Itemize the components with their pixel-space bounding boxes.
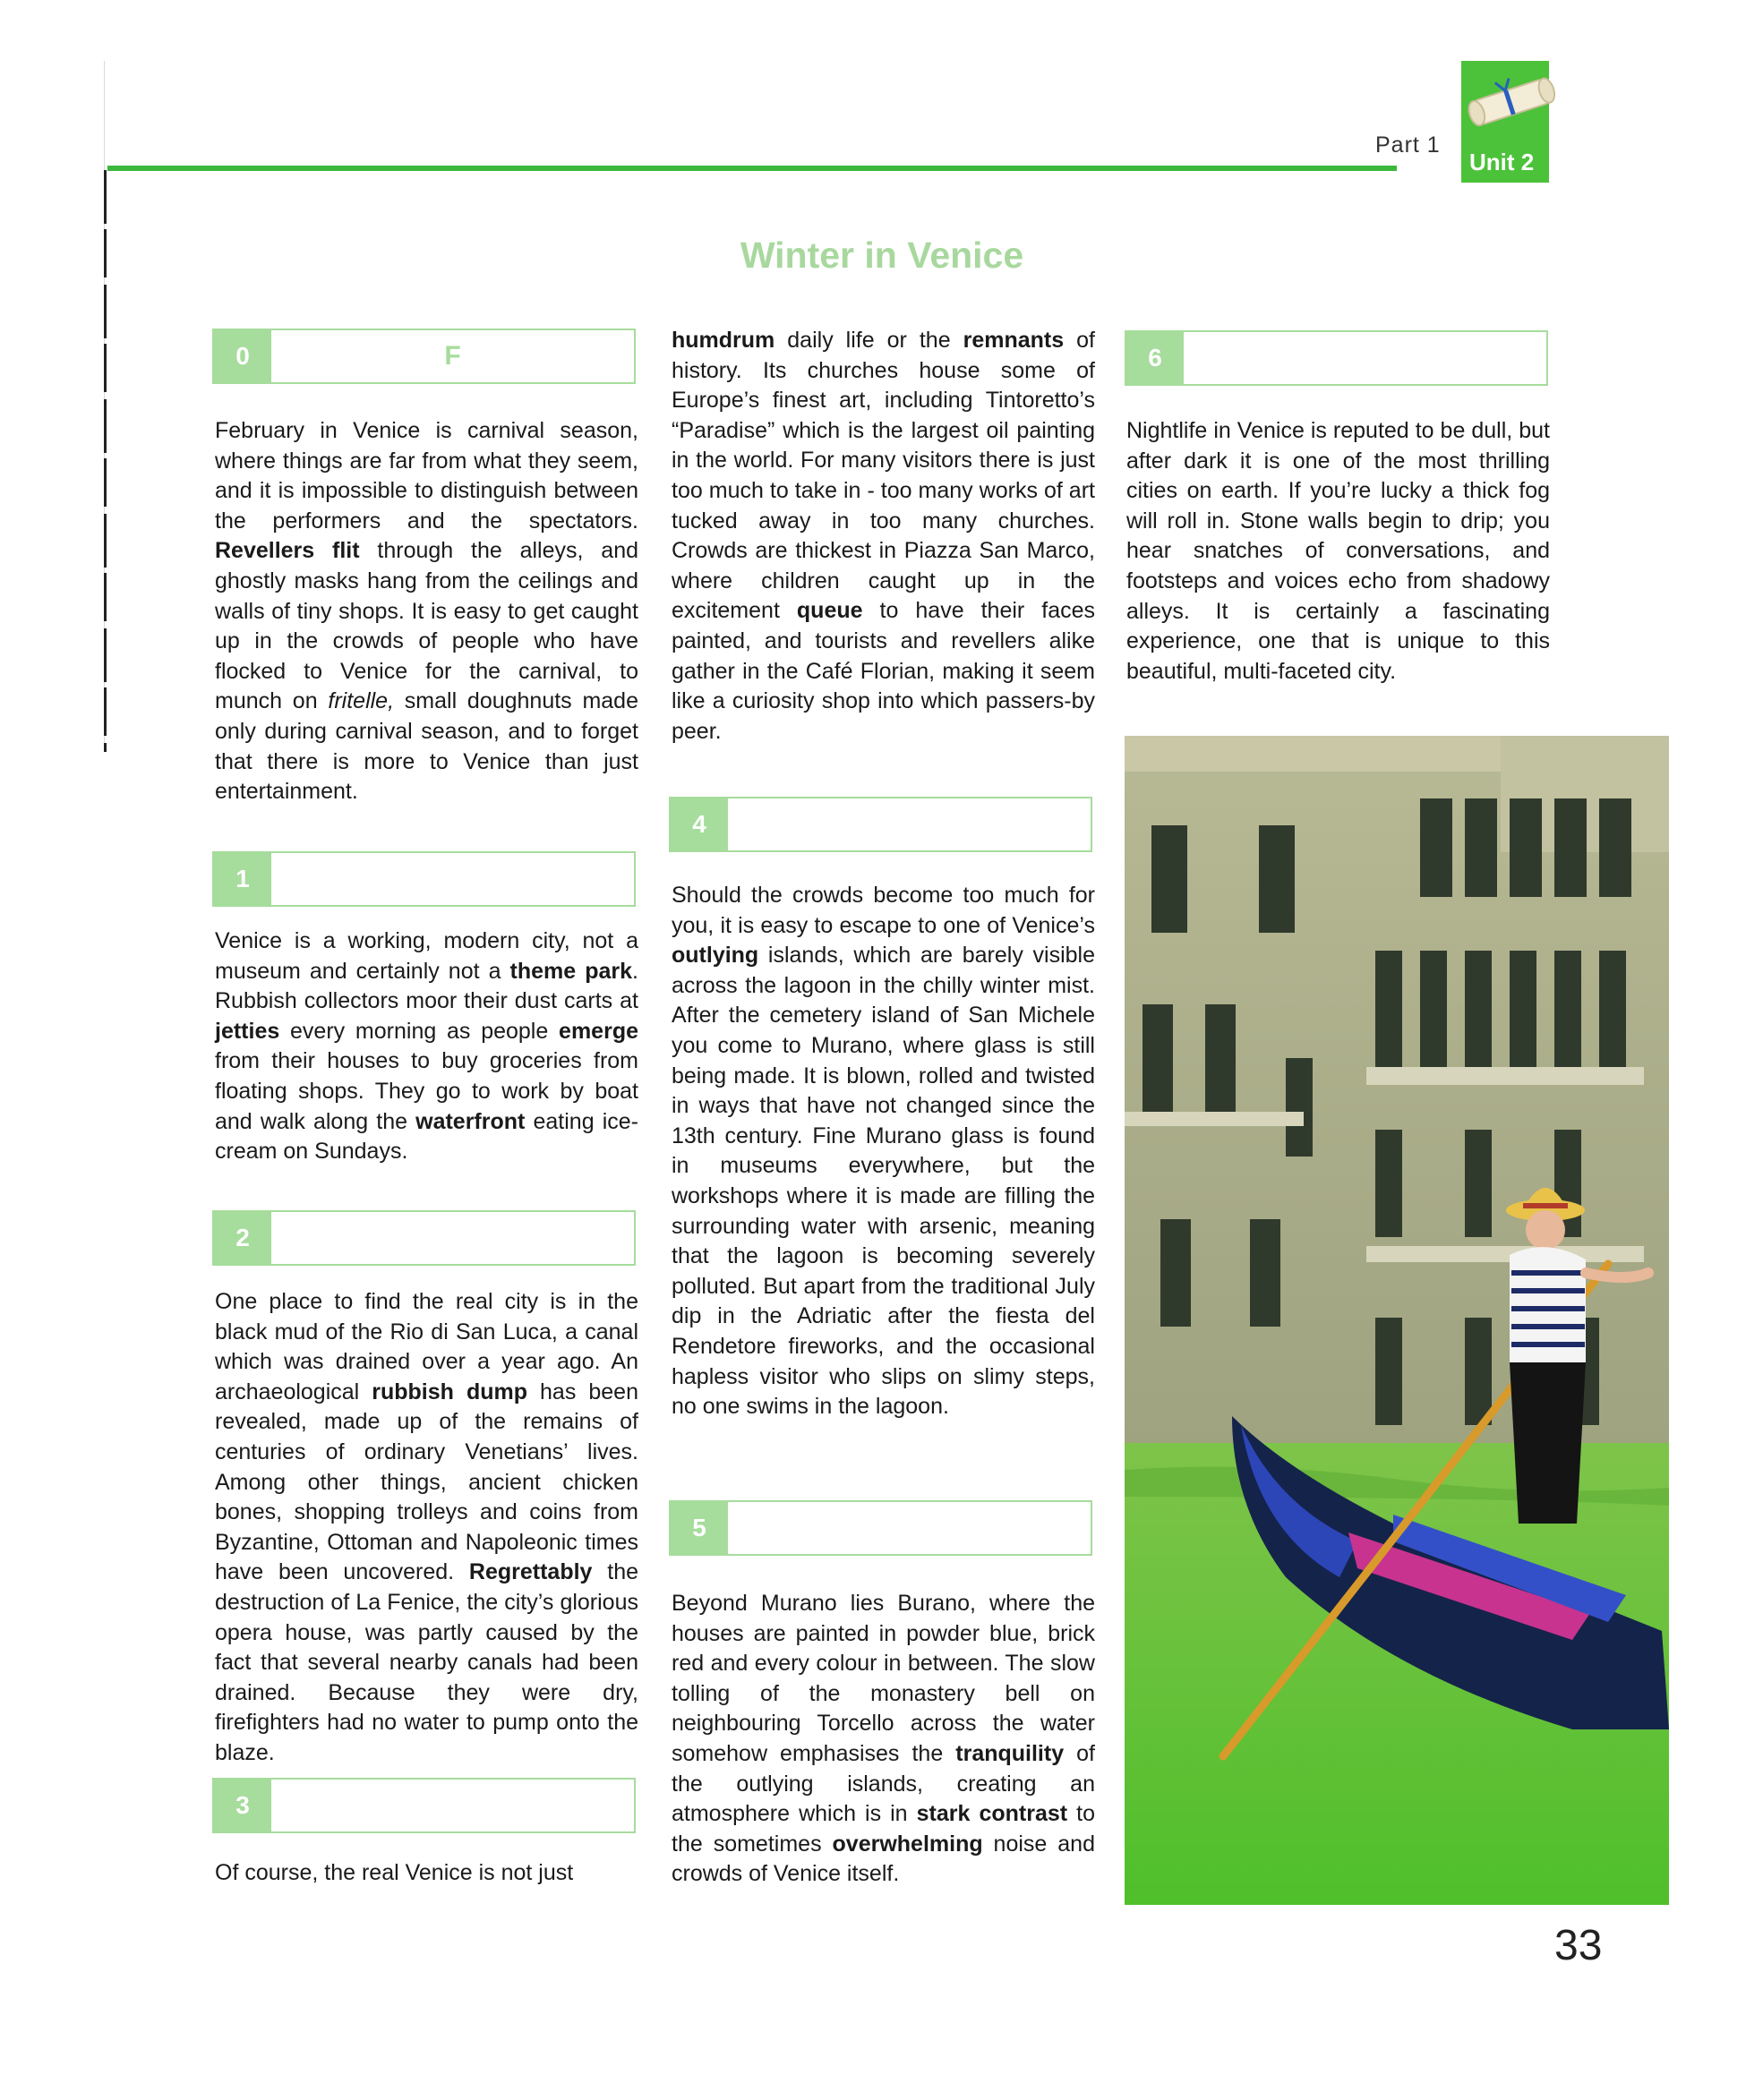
- paragraph-1: Venice is a working, modern city, not a museum and certainly not a theme park. Rubbish collectors moor their dust carts at jetties every morning as people emerge from their houses to buy groceries from floating shops. They go to work by boat and walk along the waterfront eating ice-cream on Sundays.: [215, 928, 638, 1165]
- heading-answer: [271, 1212, 634, 1264]
- page-number: 33: [1554, 1922, 1603, 1969]
- heading-box-3[interactable]: [212, 1778, 636, 1833]
- paragraph-3-start: Of course, the real Venice is not just: [215, 1860, 574, 1885]
- heading-number: 0: [214, 330, 271, 382]
- part-label: Part 1: [1375, 132, 1441, 158]
- heading-answer: [271, 853, 634, 905]
- heading-answer: F: [444, 341, 461, 371]
- heading-box-6[interactable]: [1125, 330, 1548, 386]
- margin-binding-mark: [104, 170, 107, 752]
- heading-number: 2: [214, 1212, 271, 1264]
- heading-box-1[interactable]: [212, 851, 636, 907]
- heading-box-4[interactable]: [669, 797, 1092, 852]
- heading-number: 5: [671, 1502, 728, 1554]
- heading-answer: [271, 1780, 634, 1831]
- heading-answer: [728, 1502, 1091, 1554]
- heading-box-2[interactable]: [212, 1210, 636, 1266]
- gondola-photo: [1125, 736, 1669, 1905]
- scroll-icon: [1458, 70, 1565, 138]
- paragraph-2: One place to find the real city is in the black mud of the Rio di San Luca, a canal which was drained over a year ago. An archaeological rubbish dump has been revealed, made up of the remains of centuries of ordinary Venetians’ lives. Among other things, ancient chicken bones, shopping trolleys and coins from Byzantine, Ottoman and Napoleonic times have been uncovered. Regrettably the destruction of La Fenice, the city’s glorious opera house, was partly caused by the fact that several nearby canals had been drained. Because they were dry, firefighters had no water to pump onto the blaze.: [215, 1289, 638, 1765]
- header-rule: [107, 166, 1397, 171]
- unit-label: Unit 2: [1469, 149, 1535, 175]
- paragraph-6: Nightlife in Venice is reputed to be dull, but after dark it is one of the most thrilling cities on earth. If you’re lucky a thick fog will roll in. Stone walls begin to drip; you hear snatches of conversations, and footsteps and voices echo from shadowy alleys. It is certainly a fascinating experience, one that is unique to this beautiful, multi-faceted city.: [1126, 418, 1550, 684]
- heading-number: 1: [214, 853, 271, 905]
- heading-box-0[interactable]: [212, 329, 636, 384]
- heading-number: 3: [214, 1780, 271, 1831]
- heading-answer: [728, 798, 1091, 850]
- paragraph-3-continued: humdrum daily life or the remnants of history. Its churches house some of Europe’s finest art, including Tintoretto’s “Paradise” which is the largest oil painting in the world. For many visitors there is just too much to take in - too many works of art tucked away in too many churches. Crowds are thickest in Piazza San Marco, where children caught up in the excitement queue to have their faces painted, and tourists and revellers alike gather in the Café Florian, making it seem like a curiosity shop into which passers-by peer.: [672, 328, 1095, 744]
- paragraph-5: Beyond Murano lies Burano, where the houses are painted in powder blue, brick red and every colour in between. The slow tolling of the monastery bell on neighbouring Torcello across the water somehow emphasises the tranquility of the outlying islands, creating an atmosphere which is in stark contrast to the sometimes overwhelming noise and crowds of Venice itself.: [672, 1591, 1095, 1887]
- paragraph-4: Should the crowds become too much for you, it is easy to escape to one of Venice’s outlying islands, which are barely visible across the lagoon in the chilly winter mist. After the cemetery island of San Michele you come to Murano, where glass is still being made. It is blown, rolled and twisted in ways that have not changed since the 13th century. Fine Murano glass is found in museums everywhere, but the workshops where it is made are filling the surrounding water with arsenic, meaning that the lagoon is becoming severely polluted. But apart from the traditional July dip in the Adriatic after the fiesta del Rendetore fireworks, and the occasional hapless visitor who slips on slimy steps, no one swims in the lagoon.: [672, 883, 1095, 1420]
- gondola-illustration: [1125, 736, 1669, 1905]
- heading-number: 6: [1126, 332, 1184, 384]
- paragraph-0: February in Venice is carnival season, where things are far from what they seem, and it is impossible to distinguish between the performers and the spectators. Revellers flit through the alleys, and ghostly masks hang from the ceilings and walls of tiny shops. It is easy to get caught up in the crowds of people who have flocked to Venice for the carnival, to munch on fritelle, small doughnuts made only during carnival season, and to forget that there is more to Venice than just entertainment.: [215, 418, 639, 805]
- heading-box-5[interactable]: [669, 1500, 1092, 1556]
- heading-number: 4: [671, 798, 728, 850]
- page-title: Winter in Venice: [740, 235, 1024, 276]
- heading-answer: [1184, 332, 1546, 384]
